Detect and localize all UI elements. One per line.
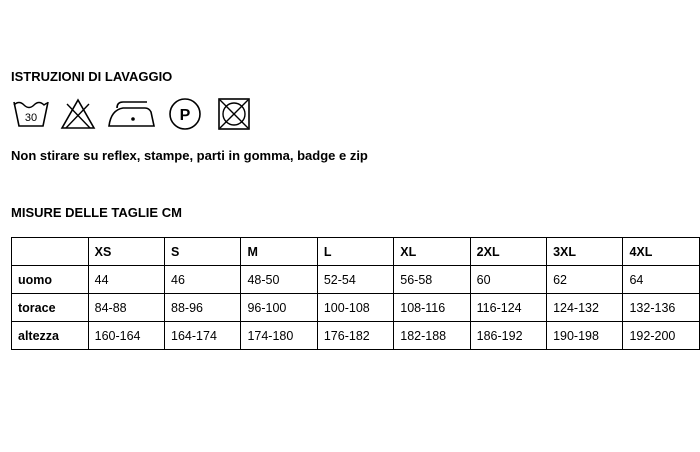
size-header-cell: 3XL — [547, 238, 623, 266]
dry-clean-letter: P — [179, 107, 191, 124]
table-cell: 190-198 — [547, 322, 623, 350]
row-label-torace: torace — [12, 294, 89, 322]
care-icons — [11, 96, 253, 132]
table-cell: 62 — [547, 266, 623, 294]
wash-temperature-label: 30 — [24, 112, 38, 124]
table-cell: 60 — [470, 266, 546, 294]
table-cell: 48-50 — [241, 266, 317, 294]
size-header-cell: 4XL — [623, 238, 700, 266]
row-label-uomo: uomo — [12, 266, 89, 294]
size-header-cell: M — [241, 238, 317, 266]
dry-clean-p-icon — [165, 96, 205, 132]
row-label-altezza: altezza — [12, 322, 89, 350]
table-cell: 182-188 — [394, 322, 470, 350]
table-cell: 44 — [88, 266, 164, 294]
size-header-cell: XS — [88, 238, 164, 266]
table-cell: 52-54 — [317, 266, 393, 294]
size-header-cell: L — [317, 238, 393, 266]
table-cell: 96-100 — [241, 294, 317, 322]
table-cell: 174-180 — [241, 322, 317, 350]
table-row — [12, 266, 700, 294]
table-row — [12, 294, 700, 322]
table-cell: 160-164 — [88, 322, 164, 350]
table-cell: 132-136 — [623, 294, 700, 322]
size-table-title: MISURE DELLE TAGLIE CM — [11, 205, 182, 220]
table-row — [12, 322, 700, 350]
table-cell: 192-200 — [623, 322, 700, 350]
do-not-bleach-icon — [59, 96, 97, 132]
care-instructions-title: ISTRUZIONI DI LAVAGGIO — [11, 69, 173, 84]
table-cell: 64 — [623, 266, 700, 294]
size-header-cell — [12, 238, 89, 266]
table-cell: 108-116 — [394, 294, 470, 322]
table-cell: 56-58 — [394, 266, 470, 294]
table-cell: 100-108 — [317, 294, 393, 322]
table-cell: 88-96 — [165, 294, 241, 322]
table-cell: 84-88 — [88, 294, 164, 322]
do-not-tumble-dry-icon — [215, 96, 253, 132]
size-table — [11, 237, 700, 350]
table-cell: 124-132 — [547, 294, 623, 322]
wash-30-icon — [11, 96, 51, 132]
iron-icon — [105, 96, 157, 132]
table-cell: 164-174 — [165, 322, 241, 350]
size-header-cell: 2XL — [470, 238, 546, 266]
size-header-cell: XL — [394, 238, 470, 266]
ironing-note: Non stirare su reflex, stampe, parti in gomma, badge e zip — [11, 148, 368, 163]
table-cell: 186-192 — [470, 322, 546, 350]
table-cell: 176-182 — [317, 322, 393, 350]
size-header-cell: S — [165, 238, 241, 266]
size-header-row — [12, 238, 700, 266]
table-cell: 46 — [165, 266, 241, 294]
table-cell: 116-124 — [470, 294, 546, 322]
